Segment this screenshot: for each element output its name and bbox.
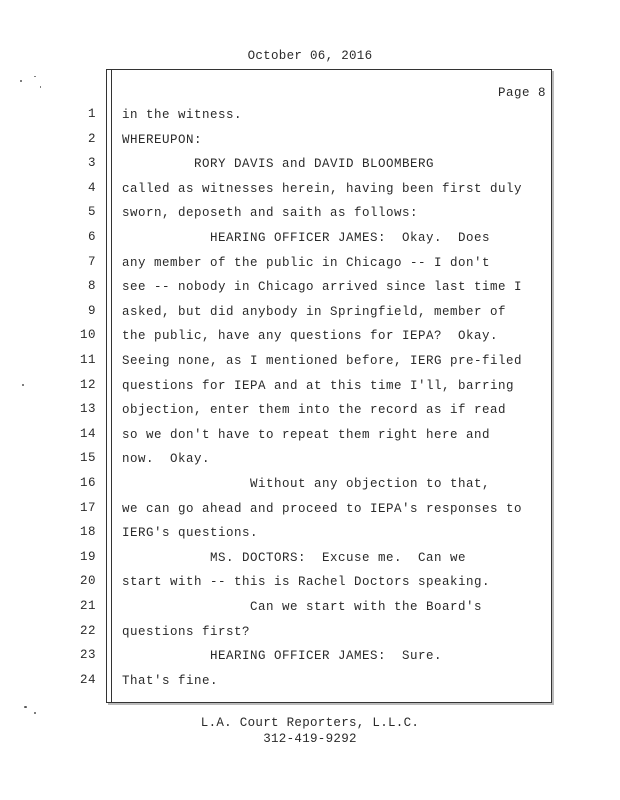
line-text: the public, have any questions for IEPA? Okay. bbox=[122, 329, 499, 343]
line-text: we can go ahead and proceed to IEPA's responses to bbox=[122, 502, 523, 516]
line-number: 8 bbox=[87, 279, 96, 293]
line-text: sworn, deposeth and saith as follows: bbox=[122, 206, 419, 220]
line-text: WHEREUPON: bbox=[122, 133, 203, 147]
scan-speck bbox=[20, 80, 22, 82]
page-number: Page 8 bbox=[497, 86, 546, 100]
line-number: 6 bbox=[87, 230, 96, 244]
line-number: 10 bbox=[79, 328, 96, 342]
scan-speck bbox=[40, 86, 41, 88]
line-text: asked, but did anybody in Springfield, member of bbox=[122, 305, 507, 319]
footer-phone: 312-419-9292 bbox=[263, 732, 357, 746]
line-number: 7 bbox=[87, 255, 96, 269]
line-text: now. Okay. bbox=[122, 452, 211, 466]
line-text: MS. DOCTORS: Excuse me. Can we bbox=[122, 551, 467, 565]
line-number: 18 bbox=[79, 525, 96, 539]
line-number: 1 bbox=[87, 107, 96, 121]
line-number: 3 bbox=[87, 156, 96, 170]
line-number: 24 bbox=[79, 673, 96, 687]
header-date: October 06, 2016 bbox=[247, 49, 373, 63]
scan-speck bbox=[22, 384, 24, 386]
line-number: 9 bbox=[87, 304, 96, 318]
line-number: 12 bbox=[79, 378, 96, 392]
line-text: Without any objection to that, bbox=[122, 477, 491, 491]
line-number: 22 bbox=[79, 624, 96, 638]
line-text: any member of the public in Chicago -- I don't bbox=[122, 256, 491, 270]
line-number: 15 bbox=[79, 451, 96, 465]
line-number: 13 bbox=[79, 402, 96, 416]
line-text: objection, enter them into the record as if read bbox=[122, 403, 507, 417]
line-text: questions first? bbox=[122, 625, 251, 639]
line-text: Seeing none, as I mentioned before, IERG pre-filed bbox=[122, 354, 523, 368]
scan-speck bbox=[34, 76, 36, 77]
scan-speck bbox=[24, 706, 27, 708]
line-text: RORY DAVIS and DAVID BLOOMBERG bbox=[122, 157, 435, 171]
line-number: 14 bbox=[79, 427, 96, 441]
line-text: called as witnesses herein, having been first duly bbox=[122, 182, 523, 196]
frame-margin-line bbox=[111, 69, 112, 703]
line-text: HEARING OFFICER JAMES: Sure. bbox=[122, 649, 443, 663]
line-text: so we don't have to repeat them right here and bbox=[122, 428, 491, 442]
line-number: 11 bbox=[79, 353, 96, 367]
line-number: 4 bbox=[87, 181, 96, 195]
line-text: Can we start with the Board's bbox=[122, 600, 483, 614]
line-number: 16 bbox=[79, 476, 96, 490]
line-text: see -- nobody in Chicago arrived since last time I bbox=[122, 280, 523, 294]
line-number: 5 bbox=[87, 205, 96, 219]
line-text: start with -- this is Rachel Doctors speaking. bbox=[122, 575, 491, 589]
line-number: 2 bbox=[87, 132, 96, 146]
line-text: HEARING OFFICER JAMES: Okay. Does bbox=[122, 231, 491, 245]
line-number: 21 bbox=[79, 599, 96, 613]
line-number: 23 bbox=[79, 648, 96, 662]
line-number: 17 bbox=[79, 501, 96, 515]
line-text: in the witness. bbox=[122, 108, 243, 122]
line-text: questions for IEPA and at this time I'll, barring bbox=[122, 379, 515, 393]
line-text: That's fine. bbox=[122, 674, 219, 688]
line-number: 20 bbox=[79, 574, 96, 588]
line-number: 19 bbox=[79, 550, 96, 564]
footer-company: L.A. Court Reporters, L.L.C. bbox=[200, 716, 420, 730]
line-text: IERG's questions. bbox=[122, 526, 259, 540]
scan-speck bbox=[34, 712, 36, 714]
